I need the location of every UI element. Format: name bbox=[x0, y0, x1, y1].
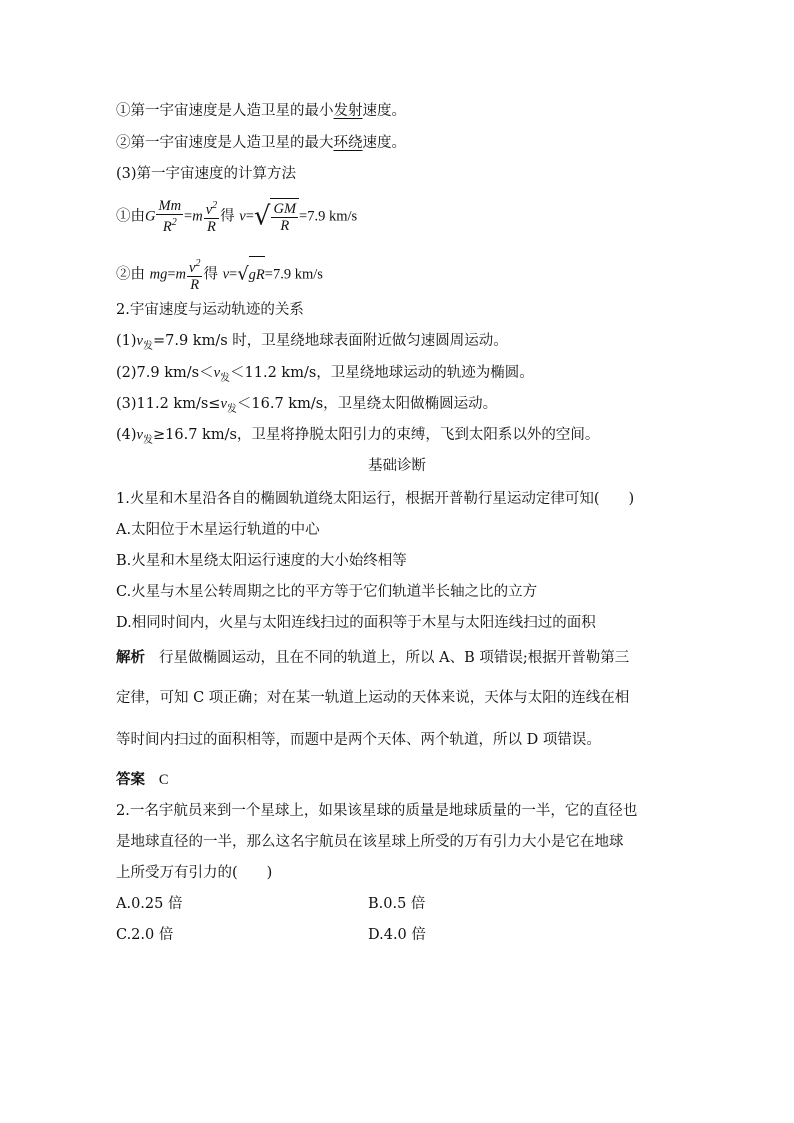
sqrt-gR: √gR bbox=[237, 256, 265, 293]
section-heading-basic-diagnosis: 基础诊断 bbox=[368, 458, 426, 474]
question-1-option-c: C.火星与木星公转周期之比的平方等于它们轨道半长轴之比的立方 bbox=[116, 584, 538, 600]
question-1-analysis-line-3: 等时间内扫过的面积相等，而题中是两个天体、两个轨道，所以 D 项错误。 bbox=[116, 732, 601, 748]
text-line-speed-case-2: (2)7.9 $km/s<v_发<11.2$ km/s，卫星绕地球运动的轨迹为椭圆。 bbox=[116, 365, 534, 384]
question-2-stem-line-1: 2.一名宇航员来到一个星球上，如果该星球的质量是地球质量的一半，它的直径也 bbox=[116, 803, 638, 819]
question-1-option-b: B.火星和木星绕太阳运行速度的大小始终相等 bbox=[116, 553, 407, 569]
text-line-speed-case-3: (3)11.2 $km/s\le v_发<16.7$ km/s，卫星绕太阳做椭圆运动。 bbox=[116, 396, 498, 415]
sqrt-GM-over-R: √ $\frac{GM}{R}$ bbox=[254, 198, 299, 235]
fraction-Mm-over-R2: $\frac{Mm}{R^2}$ bbox=[158, 198, 182, 235]
question-1-analysis-line-2: 定律，可知 C 项正确；对在某一轨道上运动的天体来说，天体与太阳的连线在相 bbox=[116, 690, 630, 706]
question-1-option-d: D.相同时间内，火星与太阳连线扫过的面积等于木星与太阳连线扫过的面积 bbox=[116, 615, 596, 631]
question-2-option-b: B.0.5 倍 bbox=[368, 896, 426, 912]
fraction-v2-over-R: $\frac{v^2}{R}$ bbox=[205, 200, 218, 235]
underlined-term-launch: 发射 bbox=[333, 103, 363, 119]
analysis-label: 解析 bbox=[116, 649, 145, 666]
answer-value: C bbox=[158, 772, 169, 788]
question-1-stem: 1.火星和木星沿各自的椭圆轨道绕太阳运行，根据开普勒行星运动定律可知( ) bbox=[116, 491, 635, 507]
answer-label: 答案 bbox=[116, 771, 145, 788]
question-1-analysis-line-1: 解析 行星做椭圆运动，且在不同的轨道上，所以 A、B 项错误;根据开普勒第三 bbox=[116, 649, 630, 666]
text-line-speed-case-1: $(1)v_发=7.9$ km/s 时，卫星绕地球表面附近做匀速圆周运动。 bbox=[116, 333, 508, 352]
question-1-answer bbox=[116, 770, 169, 790]
section-subheading-speed-trajectory: 2.宇宙速度与运动轨迹的关系 bbox=[116, 302, 304, 318]
question-2-option-d: D.4.0 倍 bbox=[368, 927, 426, 943]
question-1-option-a: A.太阳位于木星运行轨道的中心 bbox=[116, 522, 320, 538]
question-2-option-a: A.0.25 倍 bbox=[116, 896, 183, 912]
question-2-option-c: C.2.0 倍 bbox=[116, 927, 174, 943]
question-2-stem-line-2: 是地球直径的一半，那么这名宇航员在该星球上所受的万有引力大小是它在地球 bbox=[116, 834, 624, 850]
text-line-speed-case-4: $(4)v_发\ge 16.7$ km/s，卫星将挣脱太阳引力的束缚，飞到太阳系以外的空间。 bbox=[116, 427, 600, 446]
section-subheading-calc-method: (3)第一宇宙速度的计算方法 bbox=[116, 166, 297, 182]
formula-line-surface-gravity: ②由 mg=m $\frac{v^2}{R}$ 得 v=√gR=7.9 km/s bbox=[116, 256, 323, 293]
fraction-v2-over-R-2: $\frac{v^2}{R}$ bbox=[189, 258, 201, 293]
question-2-stem-line-3: 上所受万有引力的( ) bbox=[116, 865, 273, 881]
text-line-min-launch-speed: ①第一宇宙速度是人造卫星的最小发射速度。 bbox=[116, 103, 406, 119]
underlined-term-orbit: 环绕 bbox=[333, 135, 363, 151]
text-line-max-orbit-speed: ②第一宇宙速度是人造卫星的最大环绕速度。 bbox=[116, 135, 406, 151]
formula-line-gravitation: ①由G $\frac{Mm}{R^2}$ =m $\frac{v^2}{R}$ 得 v=√ $\frac{GM}{R}$ =7.9 km/s bbox=[116, 198, 358, 235]
